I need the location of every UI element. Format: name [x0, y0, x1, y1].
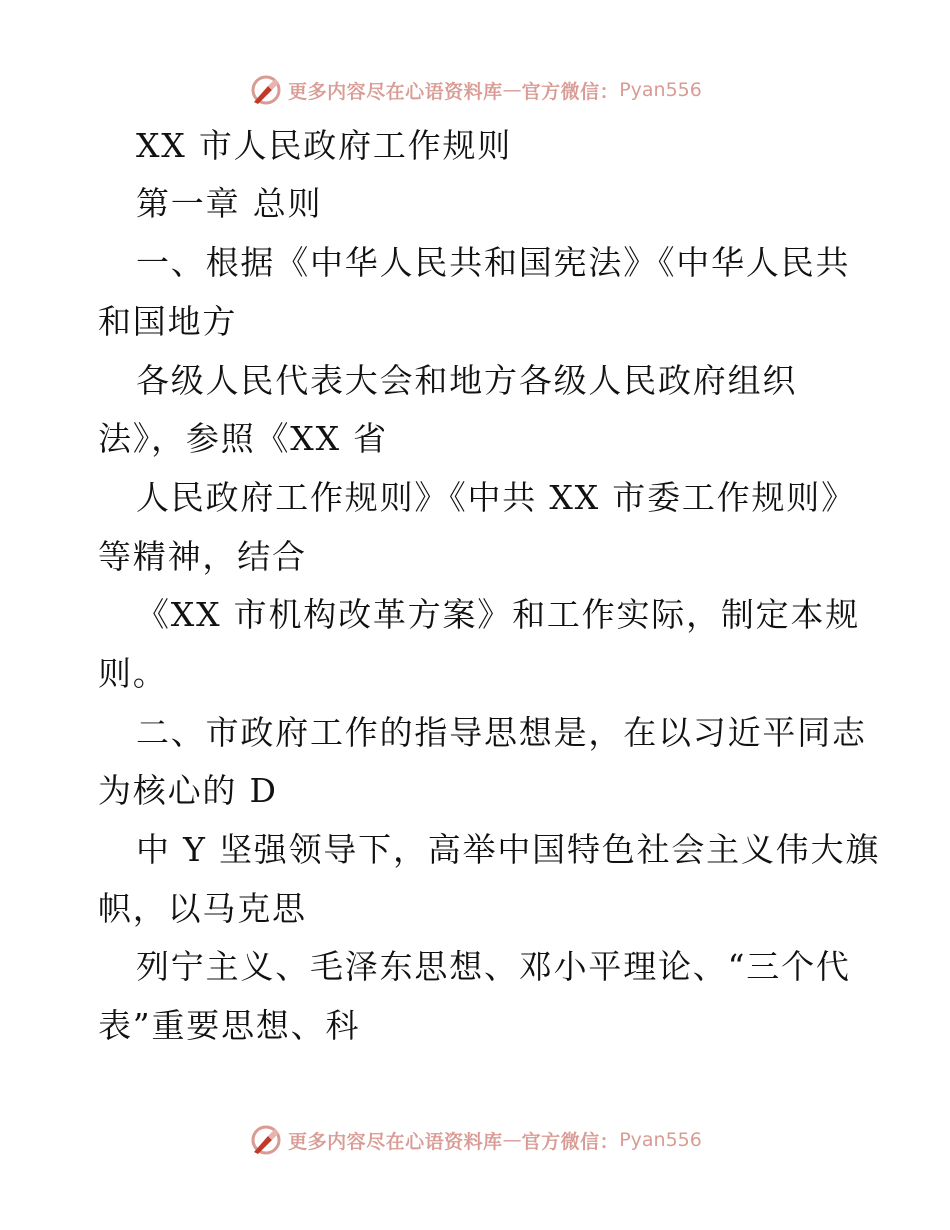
watermark-separator: —: [502, 79, 522, 101]
text-line: 等精神，结合: [98, 537, 307, 576]
text-line: 和国地方: [98, 302, 238, 341]
text-line: 各级人民代表大会和地方各级人民政府组织: [136, 361, 798, 400]
watermark-brand-text: 更多内容尽在心语资料库: [288, 1130, 503, 1153]
text-line: 人民政府工作规则》《中共 XX 市委工作规则》: [136, 478, 856, 517]
pen-logo-icon: [248, 1122, 284, 1158]
text-line: 一、根据《中华人民共和国宪法》《中华人民共: [136, 243, 851, 282]
text-line: 中 Y 坚强领导下，高举中国特色社会主义伟大旗: [136, 830, 881, 869]
watermark-contact-text: 官方微信：: [521, 80, 620, 103]
chapter-heading: 第一章 总则: [136, 184, 323, 223]
text-line: 二、市政府工作的指导思想是，在以习近平同志: [136, 713, 867, 752]
watermark-footer: [0, 1120, 950, 1160]
text-line: 法》，参照《XX 省: [98, 419, 388, 458]
watermark-contact-text: 官方微信：: [521, 1130, 620, 1153]
watermark-account: Pyan556: [619, 79, 702, 101]
text-line: 则。: [98, 654, 168, 693]
text-line: 帜，以马克思: [98, 889, 307, 928]
text-line: 列宁主义、毛泽东思想、邓小平理论、“三个代: [136, 947, 851, 986]
watermark-brand-text: 更多内容尽在心语资料库: [288, 80, 503, 103]
watermark-account: Pyan556: [619, 1129, 702, 1151]
document-title: XX 市人民政府工作规则: [136, 126, 513, 165]
watermark-header: [0, 70, 950, 110]
pen-logo-icon: [248, 72, 284, 108]
text-line: 《XX 市机构改革方案》和工作实际，制定本规: [136, 595, 861, 634]
watermark-separator: —: [502, 1129, 522, 1151]
text-line: 表”重要思想、科: [98, 1006, 361, 1045]
text-line: 为核心的 D: [98, 771, 278, 810]
